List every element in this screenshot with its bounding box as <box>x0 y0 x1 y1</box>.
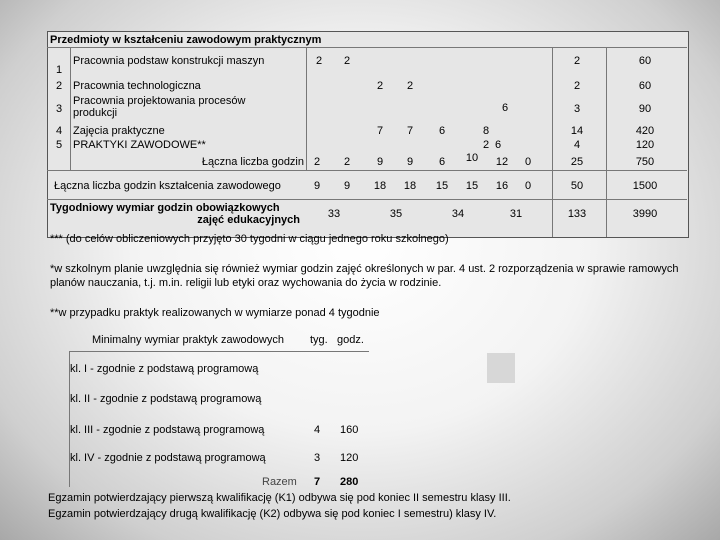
min-table-row-label: kl. I - zgodnie z podstawą programową <box>70 363 259 375</box>
weekly-value: 35 <box>389 208 403 220</box>
weekly-label: zajęć edukacyjnych <box>197 214 300 226</box>
cell-value: 60 <box>638 55 652 67</box>
min-table-row-tyg: 4 <box>314 424 321 436</box>
cell-value: 8 <box>482 125 490 137</box>
exam-note-1: Egzamin potwierdzający pierwszą kwalifikację (K1) odbywa się pod koniec II semestru klasy III. <box>48 492 511 504</box>
cell-value: 4 <box>573 139 581 151</box>
table-divider <box>47 199 687 200</box>
sum-value: 9 <box>406 156 414 168</box>
cell-value: 2 <box>406 80 414 92</box>
total-value: 16 <box>495 180 509 192</box>
table-divider <box>606 47 607 237</box>
cell-value: 6 <box>501 102 509 114</box>
total-value: 50 <box>570 180 584 192</box>
total-value: 15 <box>435 180 449 192</box>
min-table-header: Minimalny wymiar praktyk zawodowych <box>92 334 284 346</box>
cell-value: 6 <box>438 125 446 137</box>
cell-value: 2 <box>376 80 384 92</box>
cell-value: 6 <box>494 139 502 151</box>
min-table-sum-tyg: 7 <box>314 476 321 488</box>
total-value: 9 <box>343 180 351 192</box>
sum-value: 750 <box>635 156 655 168</box>
weekly-value: 34 <box>451 208 465 220</box>
cell-value: 14 <box>570 125 584 137</box>
cell-value: 60 <box>638 80 652 92</box>
total-value: 0 <box>524 180 532 192</box>
row-number: 1 <box>56 64 63 76</box>
table-divider <box>47 47 687 48</box>
subject-name: Pracownia projektowania procesów produkcji <box>73 95 246 119</box>
min-table-col-tyg: tyg. <box>310 334 328 346</box>
cell-value: 420 <box>635 125 655 137</box>
weekly-value: 133 <box>567 208 587 220</box>
min-table-row-godz: 120 <box>340 452 359 464</box>
cell-value: 2 <box>343 55 351 67</box>
min-table-row-label: kl. III - zgodnie z podstawą programową <box>70 424 265 436</box>
min-table-row-godz: 160 <box>340 424 359 436</box>
weekly-label: Tygodniowy wymiar godzin obowiązkowych <box>50 202 280 214</box>
table-divider <box>47 170 687 171</box>
cell-value: 2 <box>573 55 581 67</box>
row-number: 2 <box>56 80 63 92</box>
min-table-row-label: kl. IV - zgodnie z podstawą programową <box>70 452 266 464</box>
table-divider <box>70 47 71 170</box>
total-label: Łączna liczba godzin kształcenia zawodowego <box>54 180 281 192</box>
sum-label: Łączna liczba godzin <box>201 156 304 168</box>
min-table-sum-godz: 280 <box>340 476 359 488</box>
subject-name: PRAKTYKI ZAWODOWE** <box>73 139 206 151</box>
total-value: 15 <box>465 180 479 192</box>
sum-value: 10 <box>465 152 479 164</box>
cell-value: 7 <box>376 125 384 137</box>
total-value: 18 <box>373 180 387 192</box>
footnote-1: *w szkolnym planie uwzględnia się również wymiar godzin zajęć określonych w par. 4 ust. 2 rozporządzenia w sprawie ramowych planów nauczania, t.j. m.in. religii lub etyki oraz wychowania do życia w rodzinie. <box>50 263 679 289</box>
min-table-sum-label: Razem <box>262 476 297 488</box>
weekly-value: 33 <box>327 208 341 220</box>
total-value: 18 <box>403 180 417 192</box>
sum-value: 6 <box>438 156 446 168</box>
sum-value: 12 <box>495 156 509 168</box>
min-table-col-godz: godz. <box>337 334 364 346</box>
footnote-2: **w przypadku praktyk realizowanych w wymiarze ponad 4 tygodnie <box>50 307 380 319</box>
weekly-value: 3990 <box>632 208 658 220</box>
subject-name: Pracownia podstaw konstrukcji maszyn <box>73 55 265 67</box>
row-number: 3 <box>56 103 63 115</box>
cell-value: 120 <box>635 139 655 151</box>
total-value: 9 <box>313 180 321 192</box>
exam-note-2: Egzamin potwierdzający drugą kwalifikację (K2) odbywa się pod koniec I semestru) klasy IV. <box>48 508 497 520</box>
min-table-row-tyg: 3 <box>314 452 321 464</box>
min-table-row-label: kl. II - zgodnie z podstawą programową <box>70 393 262 405</box>
weekly-value: 31 <box>509 208 523 220</box>
grey-square <box>487 353 515 383</box>
table-divider <box>306 47 307 170</box>
cell-value: 2 <box>573 80 581 92</box>
sum-value: 0 <box>524 156 532 168</box>
sum-value: 25 <box>570 156 584 168</box>
row-number: 5 <box>56 139 63 151</box>
cell-value: 3 <box>573 103 581 115</box>
subject-name: Pracownia technologiczna <box>73 80 201 92</box>
cell-value: 90 <box>638 103 652 115</box>
table-title: Przedmioty w kształceniu zawodowym praktycznym <box>50 34 322 46</box>
cell-value: 2 <box>315 55 323 67</box>
row-number: 4 <box>56 125 63 137</box>
sum-value: 2 <box>313 156 321 168</box>
table-divider <box>552 47 553 237</box>
calc-note: *** (do celów obliczeniowych przyjęto 30 tygodni w ciągu jednego roku szkolnego) <box>50 233 449 245</box>
cell-value: 2 <box>482 139 490 151</box>
total-value: 1500 <box>632 180 658 192</box>
sum-value: 2 <box>343 156 351 168</box>
cell-value: 7 <box>406 125 414 137</box>
subject-name: Zajęcia praktyczne <box>73 125 165 137</box>
sum-value: 9 <box>376 156 384 168</box>
